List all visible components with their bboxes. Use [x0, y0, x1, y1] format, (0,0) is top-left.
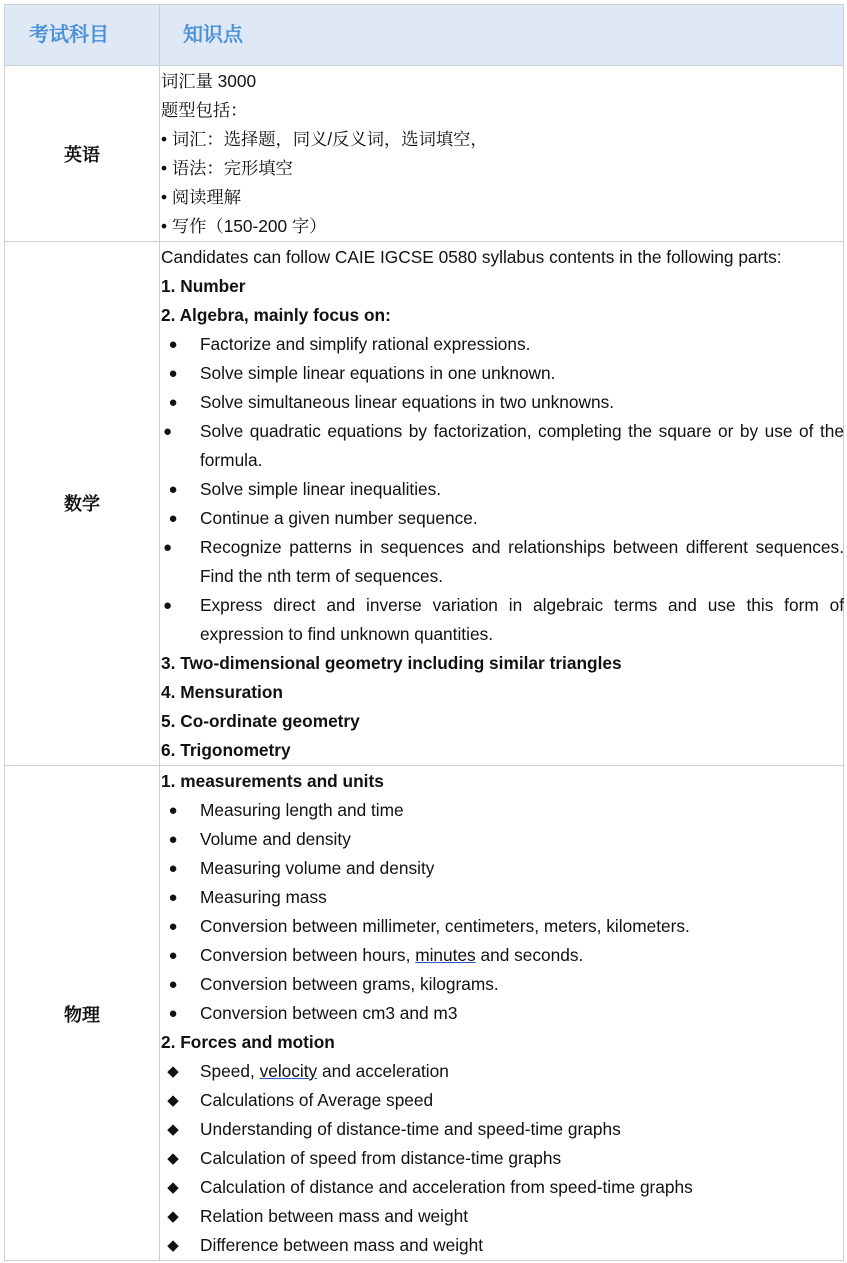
physics-topics — [161, 767, 844, 1260]
bullet-dot-icon: ● — [163, 539, 173, 556]
bullet-diamond-icon: ◆ — [167, 1121, 179, 1138]
physics-bullet: ● Conversion between hours, minutes and seconds. — [161, 941, 844, 970]
english-line: • 语法：完形填空 — [161, 158, 293, 178]
spellcheck-underlined-word: velocity — [259, 1061, 318, 1081]
bullet-diamond-icon: ◆ — [167, 1063, 179, 1080]
physics-bullet: ◆ Calculations of Average speed — [161, 1086, 844, 1115]
physics-bullet: ● Measuring length and time — [161, 796, 844, 825]
physics-bullet: ● Measuring volume and density — [161, 854, 844, 883]
physics-heading: 1. measurements and units — [161, 771, 384, 791]
bullet-dot-icon: ● — [168, 860, 178, 877]
english-topics — [161, 67, 844, 241]
row-divider — [5, 241, 843, 242]
syllabus-table — [4, 4, 844, 1261]
physics-heading: 2. Forces and motion — [161, 1032, 335, 1052]
english-line: 题型包括： — [161, 100, 248, 120]
spellcheck-underlined-word: minutes — [415, 945, 476, 965]
math-bullet: ● Continue a given number sequence. — [161, 504, 844, 533]
math-heading: 3. Two-dimensional geometry including similar triangles — [161, 653, 622, 673]
table-header — [5, 5, 843, 66]
math-intro: Candidates can follow CAIE IGCSE 0580 syllabus contents in the following parts: — [161, 247, 782, 267]
bullet-diamond-icon: ◆ — [167, 1237, 179, 1254]
bullet-dot-icon: ● — [168, 394, 178, 411]
math-bullet: ● Solve simple linear equations in one unknown. — [161, 359, 844, 388]
bullet-dot-icon: ● — [168, 976, 178, 993]
math-heading: 6. Trigonometry — [161, 740, 291, 760]
math-bullet: ● Solve simple linear inequalities. — [161, 475, 844, 504]
subject-math: 数学 — [64, 494, 100, 514]
bullet-dot-icon: ● — [168, 889, 178, 906]
english-line: 词汇量 3000 — [161, 71, 257, 91]
physics-bullet: ● Conversion between millimeter, centimeters, meters, kilometers. — [161, 912, 844, 941]
physics-bullet: ● Measuring mass — [161, 883, 844, 912]
bullet-dot-icon: ● — [168, 365, 178, 382]
bullet-dot-icon: ● — [168, 336, 178, 353]
physics-bullet: ◆ Difference between mass and weight — [161, 1231, 844, 1260]
bullet-dot-icon: ● — [168, 918, 178, 935]
bullet-dot-icon: ● — [168, 481, 178, 498]
bullet-dot-icon: ● — [163, 423, 173, 440]
subject-physics: 物理 — [64, 1005, 100, 1025]
physics-bullet: ◆ Speed, velocity and acceleration — [161, 1057, 844, 1086]
physics-bullet: ● Conversion between grams, kilograms. — [161, 970, 844, 999]
math-heading: 5. Co-ordinate geometry — [161, 711, 360, 731]
english-line: • 写作（150-200 字） — [161, 216, 327, 236]
bullet-dot-icon: ● — [168, 1005, 178, 1022]
math-heading: 2. Algebra, mainly focus on: — [161, 305, 391, 325]
subject-english: 英语 — [64, 145, 100, 165]
bullet-diamond-icon: ◆ — [167, 1150, 179, 1167]
english-line: • 阅读理解 — [161, 187, 241, 207]
bullet-diamond-icon: ◆ — [167, 1179, 179, 1196]
math-heading: 1. Number — [161, 276, 246, 296]
physics-bullet: ◆ Understanding of distance-time and speed-time graphs — [161, 1115, 844, 1144]
bullet-dot-icon: ● — [168, 947, 178, 964]
math-bullet: ● Factorize and simplify rational expressions. — [161, 330, 844, 359]
physics-bullet: ● Conversion between cm3 and m3 — [161, 999, 844, 1028]
bullet-dot-icon: ● — [168, 831, 178, 848]
row-divider — [5, 765, 843, 766]
bullet-diamond-icon: ◆ — [167, 1208, 179, 1225]
english-line: • 词汇：选择题，同义/反义词，选词填空， — [161, 129, 488, 149]
header-subject: 考试科目 — [29, 24, 109, 46]
math-bullet: ● Recognize patterns in sequences and relationships between different sequences. Find the nth term of sequences. — [161, 533, 844, 591]
math-topics — [161, 243, 844, 765]
bullet-diamond-icon: ◆ — [167, 1092, 179, 1109]
math-heading: 4. Mensuration — [161, 682, 283, 702]
physics-bullet: ◆ Calculation of distance and acceleration from speed-time graphs — [161, 1173, 844, 1202]
bullet-dot-icon: ● — [168, 510, 178, 527]
bullet-dot-icon: ● — [163, 597, 173, 614]
math-bullet: ● Solve quadratic equations by factorization, completing the square or by use of the formula. — [161, 417, 844, 475]
math-bullet: ● Solve simultaneous linear equations in two unknowns. — [161, 388, 844, 417]
physics-bullet: ◆ Relation between mass and weight — [161, 1202, 844, 1231]
header-topics: 知识点 — [183, 24, 243, 46]
physics-bullet: ● Volume and density — [161, 825, 844, 854]
column-divider — [159, 5, 160, 1260]
bullet-dot-icon: ● — [168, 802, 178, 819]
physics-bullet: ◆ Calculation of speed from distance-time graphs — [161, 1144, 844, 1173]
math-bullet: ● Express direct and inverse variation in algebraic terms and use this form of expression to find unknown quantities. — [161, 591, 844, 649]
